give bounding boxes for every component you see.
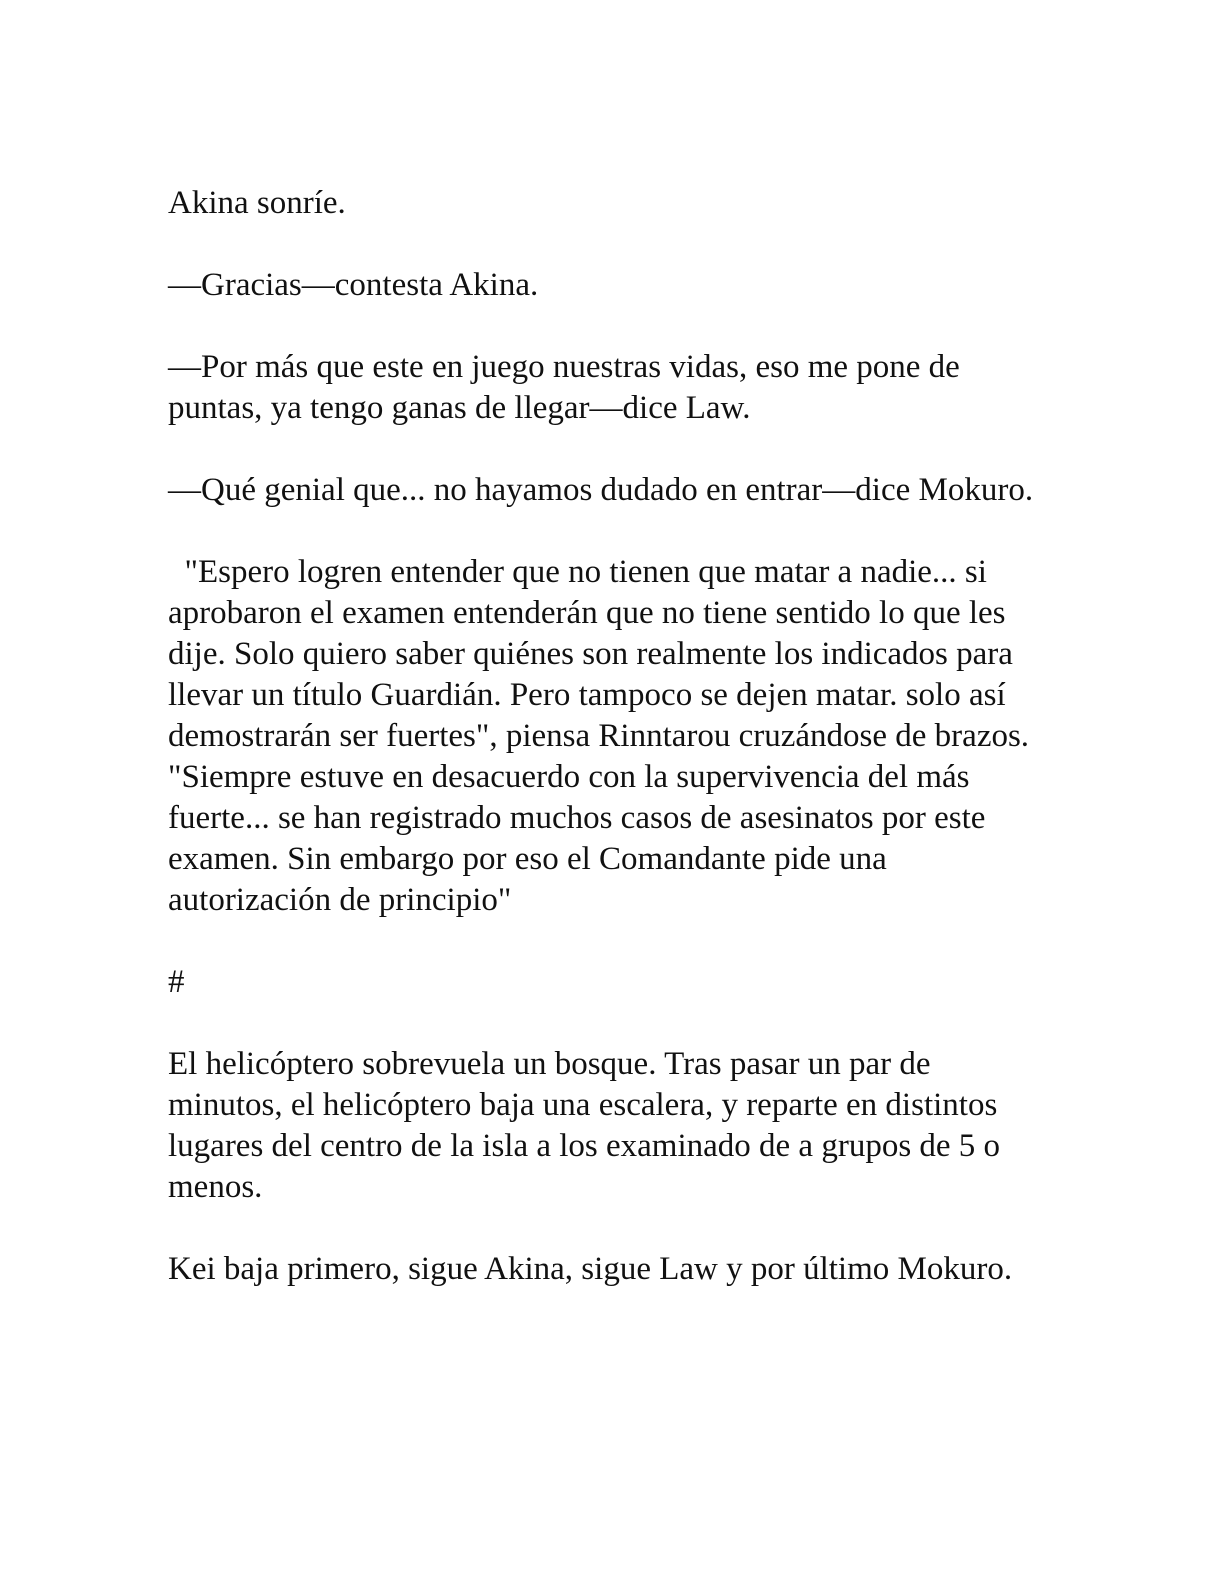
paragraph-law-speaks: —Por más que este en juego nuestras vidas, eso me pone de puntas, ya tengo ganas de llegar—dice Law. [168,349,969,426]
scene-break: # [168,964,185,1000]
paragraph-helicopter: El helicóptero sobrevuela un bosque. Tras pasar un par de minutos, el helicóptero baja una escalera, y reparte en distintos lugares del centro de la isla a los examinado de a grupos de 5 o menos. [168,1046,1009,1205]
paragraph-akina-smiles: Akina sonríe. [168,185,346,221]
paragraph-gracias: —Gracias—contesta Akina. [168,267,539,303]
document-body [168,183,1048,1331]
paragraph-mokuro-speaks: —Qué genial que... no hayamos dudado en entrar—dice Mokuro. [168,472,1034,508]
paragraph-descent-order: Kei baja primero, sigue Akina, sigue Law y por último Mokuro. [168,1251,1013,1287]
paragraph-rinntarou-thoughts: "Espero logren entender que no tienen que matar a nadie... si aprobaron el examen entenderán que no tiene sentido lo que les dije. Solo quiero saber quiénes son realmente los indicados para llevar un título Guardián. Pero tampoco se dejen matar. solo así demostrarán ser fuertes", piensa Rinntarou cruzándose de brazos. "Siempre estuve en desacuerdo con la supervivencia del más fuerte... se han registrado muchos casos de asesinatos por este examen. Sin embargo por eso el Comandante pide una autorización de principio" [168,554,1038,918]
